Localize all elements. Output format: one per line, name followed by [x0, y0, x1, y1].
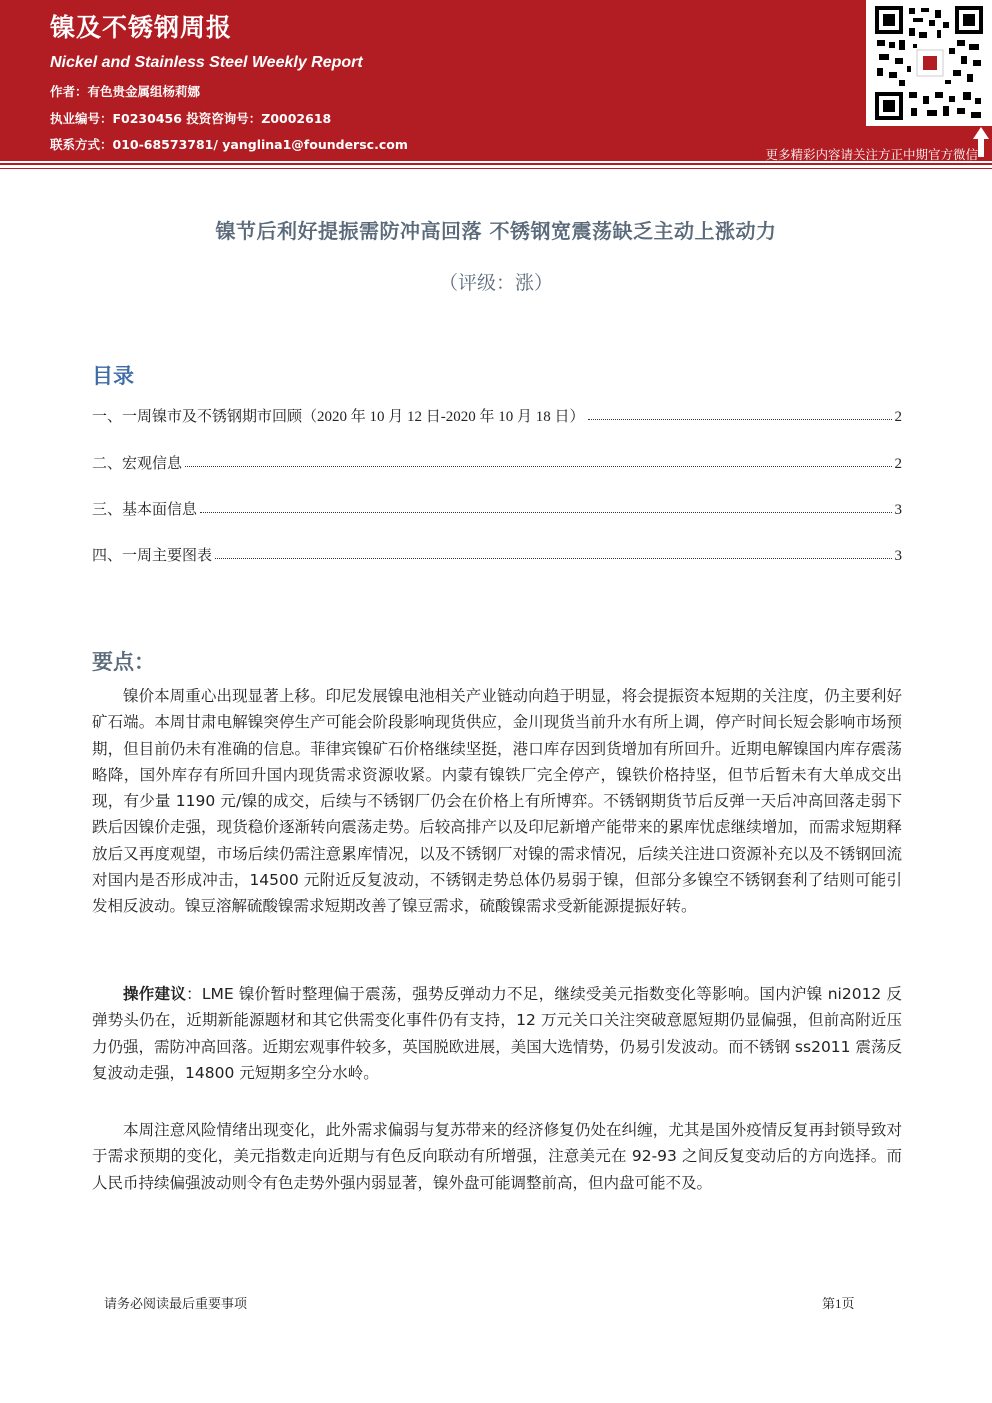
- header-divider-thin: [0, 168, 992, 169]
- toc-leader: [215, 557, 891, 559]
- report-header: [0, 0, 992, 161]
- key-points-heading: 要点：: [92, 650, 155, 674]
- author-line: 作者：有色贵金属组杨莉娜: [50, 84, 201, 99]
- toc-item[interactable]: [92, 541, 902, 565]
- toc-item[interactable]: [92, 495, 902, 519]
- toc-item-label: 二、宏观信息: [92, 456, 183, 472]
- toc-item-page: 3: [894, 548, 902, 564]
- qr-code-icon: [873, 4, 985, 122]
- page-number: 第1页: [822, 1296, 855, 1311]
- summary-paragraph: 镍价本周重心出现显著上移。印尼发展镍电池相关产业链动向趋于明显，将会提振资本短期的关注度，仍主要利好矿石端。本周甘肃电解镍突停生产可能会阶段影响现货供应，金川现货当前升水有所上调，停产时间长短会影响市场预期，但目前仍未有准确的信息。菲律宾镍矿石价格继续坚挺，港口库存因到货增加有所回升。近期电解镍国内库存震荡略降，国外库存有所回升国内现货需求资源收紧。内蒙有镍铁厂完全停产，镍铁价格持坚，但节后暂未有大单成交出现，有少量 1190 元/镍的成交，后续与不锈钢厂仍会在价格上有所博弈。不锈钢期货节后反弹一天后冲高回落走弱下跌后因镍价走强，现货稳价逐渐转向震荡走势。后较高排产以及印尼新增产能带来的累库忧虑继续增加，而需求短期释放后又再度观望，市场后续仍需注意累库情况，以及不锈钢厂对镍的需求情况，后续关注进口资源补充以及不锈钢回流对国内是否形成冲击，14500 元附近反复波动，不锈钢走势总体仍易弱于镍，但部分多镍空不锈钢套利了结则可能引发相反波动。镍豆溶解硫酸镍需求短期改善了镍豆需求，硫酸镍需求受新能源提振好转。: [92, 687, 902, 916]
- qr-caption: 更多精彩内容请关注方正中期官方微信: [765, 147, 978, 162]
- toc-item-label: 一、一周镍市及不锈钢期市回顾（2020 年 10 月 12 日-2020 年 10 月 18 日）: [92, 409, 585, 425]
- advice-paragraph: [92, 981, 902, 1086]
- advice-label: 操作建议: [123, 985, 187, 1003]
- toc-item[interactable]: [92, 402, 902, 426]
- rating: （评级：涨）: [438, 272, 553, 294]
- toc-leader: [185, 465, 891, 467]
- toc-item-label: 三、基本面信息: [92, 502, 198, 518]
- report-title: 镍及不锈钢周报: [50, 13, 233, 42]
- toc-item-page: 2: [894, 409, 902, 425]
- toc-leader: [200, 511, 891, 513]
- report-title-en: Nickel and Stainless Steel Weekly Report: [50, 54, 363, 71]
- contact-line: 联系方式：010-68573781/ yanglina1@foundersc.com: [50, 137, 408, 152]
- qr-code: [866, 0, 992, 126]
- header-divider: [0, 163, 992, 165]
- toc-item-label: 四、一周主要图表: [92, 548, 213, 564]
- risk-paragraph: 本周注意风险情绪出现变化，此外需求偏弱与复苏带来的经济修复仍处在纠缠，尤其是国外疫情反复再封锁导致对于需求预期的变化，美元指数走向近期与有色反向联动有所增强，注意美元在 92-93 之间反复变动后的方向选择。而人民币持续偏强波动则令有色走势外强内弱显著，镍外盘可能调整前高，但内盘可能不及。: [92, 1121, 902, 1192]
- toc-item-page: 2: [894, 456, 902, 472]
- document-title: 镍节后利好提振需防冲高回落 不锈钢宽震荡缺乏主动上涨动力: [215, 219, 777, 243]
- toc-item-page: 3: [894, 502, 902, 518]
- license-line: 执业编号：F0230456 投资咨询号：Z0002618: [50, 111, 332, 126]
- advice-text: ：LME 镍价暂时整理偏于震荡，强势反弹动力不足，继续受美元指数变化等影响。国内沪镍 ni2012 反弹势头仍在，近期新能源题材和其它供需变化事件仍有支持，12 万元关口关注突破意愿短期仍显偏强，但前高附近压力仍强，需防冲高回落。近期宏观事件较多，英国脱欧进展，美国大选情势，仍易引发波动。而不锈钢 ss2011 震荡反复波动走强，14800 元短期多空分水岭。: [92, 985, 902, 1082]
- toc-item[interactable]: [92, 449, 902, 473]
- toc-leader: [588, 418, 892, 420]
- toc-heading: 目录: [92, 364, 134, 388]
- footer-disclaimer: 请务必阅读最后重要事项: [104, 1297, 248, 1312]
